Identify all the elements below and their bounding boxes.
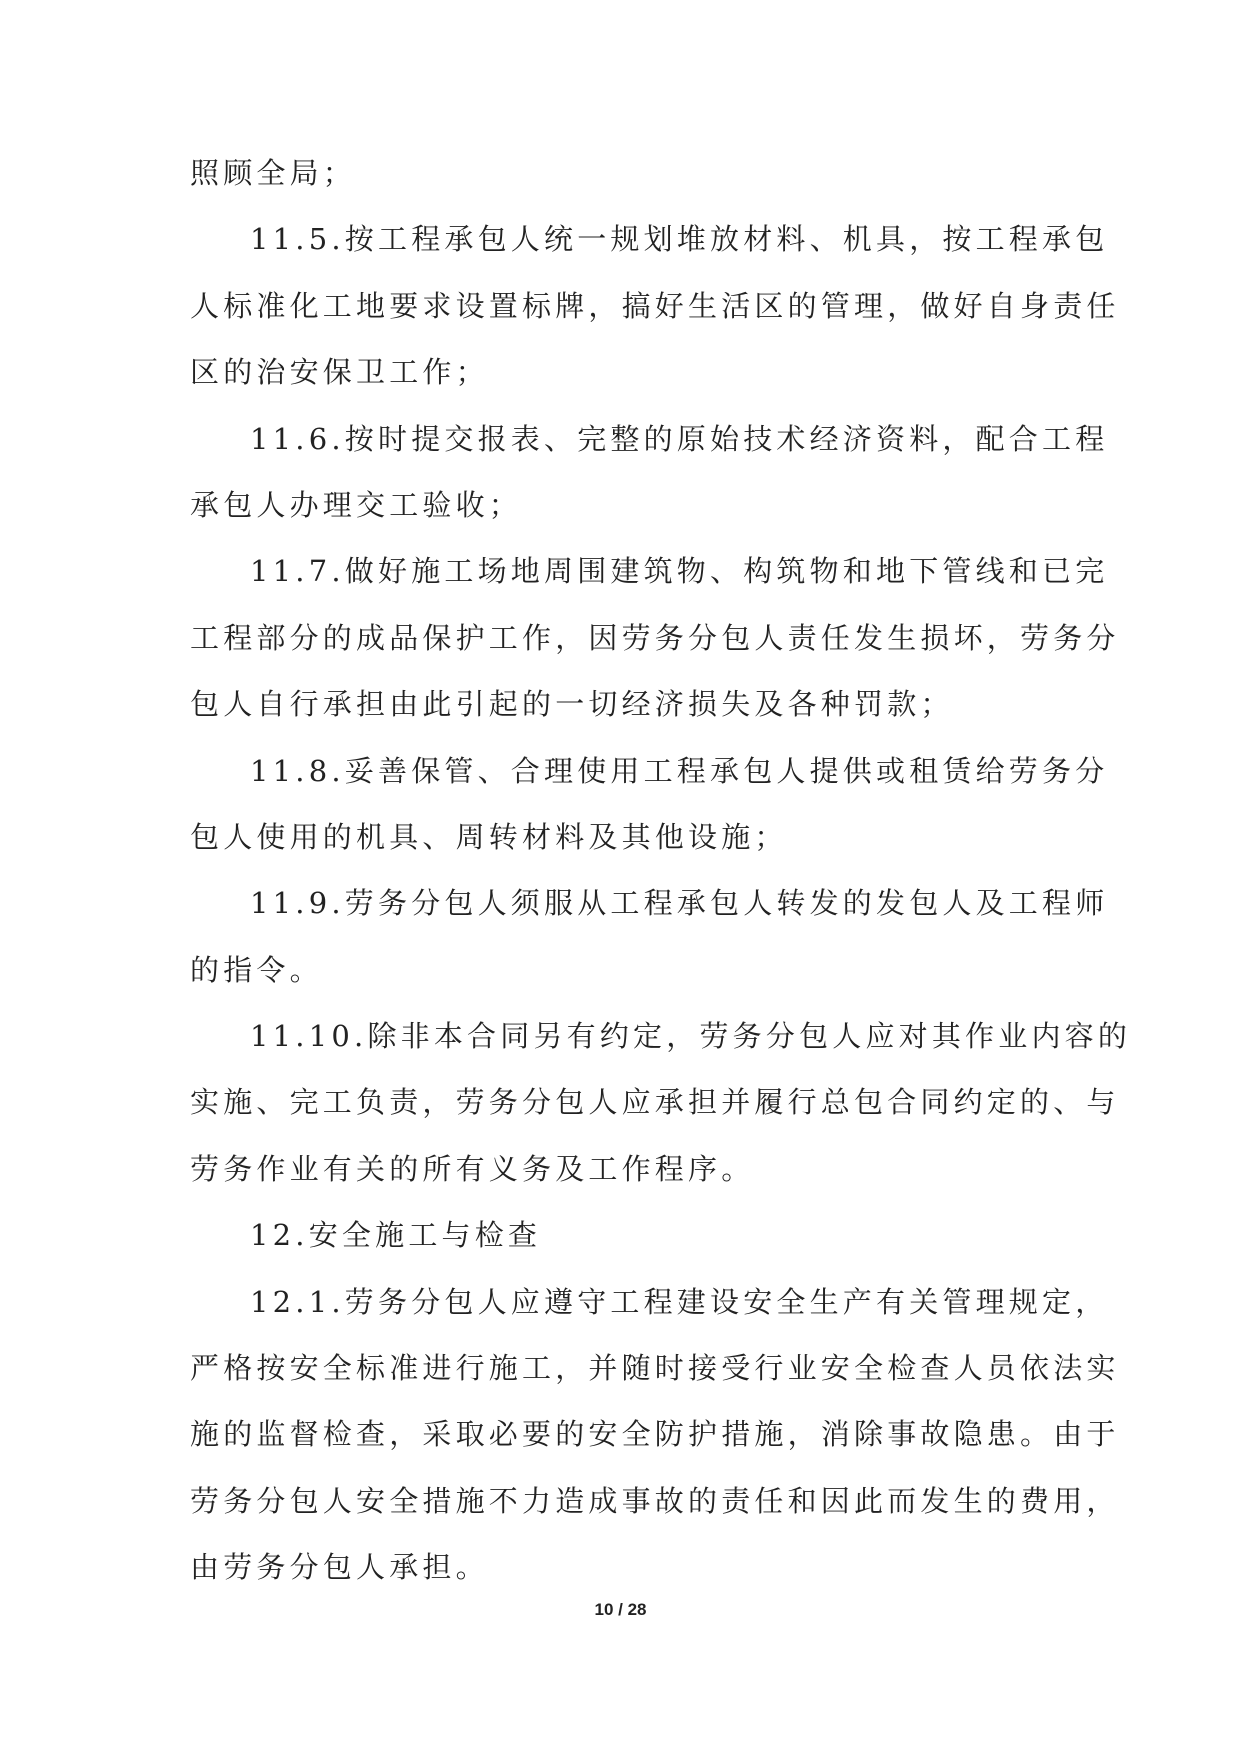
text-line: 严格按安全标准进行施工，并随时接受行业安全检查人员依法实 [190,1351,1120,1386]
text-line: 实施、完工负责，劳务分包人应承担并履行总包合同约定的、与 [190,1085,1120,1120]
section-12-heading: 12.安全施工与检查 [250,1218,542,1253]
text-line: 劳务分包人安全措施不力造成事故的责任和因此而发生的费用， [190,1483,1120,1518]
clause-11-6-line: 11.6.按时提交报表、完整的原始技术经济资料，配合工程 [250,421,1109,456]
text-line: 施的监督检查，采取必要的安全防护措施，消除事故隐患。由于 [190,1417,1120,1452]
text-line: 劳务作业有关的所有义务及工作程序。 [190,1151,755,1186]
clause-11-7-line: 11.7.做好施工场地周围建筑物、构筑物和地下管线和已完 [250,554,1109,589]
text-line: 区的治安保卫工作； [190,355,489,390]
text-line: 的指令。 [190,952,323,987]
text-line: 人标准化工地要求设置标牌，搞好生活区的管理，做好自身责任 [190,288,1120,323]
document-body [190,155,1132,1616]
clause-11-8-line: 11.8.妥善保管、合理使用工程承包人提供或租赁给劳务分 [250,753,1109,788]
text-line: 照顾全局； [190,156,357,190]
text-line: 包人自行承担由此引起的一切经济损失及各种罚款； [190,687,954,722]
clause-11-5-line: 11.5.按工程承包人统一规划堆放材料、机具，按工程承包 [250,222,1109,257]
text-line: 承包人办理交工验收； [190,487,523,522]
clause-11-10-line: 11.10.除非本合同另有约定，劳务分包人应对其作业内容的 [250,1019,1132,1054]
clause-12-1-line: 12.1.劳务分包人应遵守工程建设安全生产有关管理规定， [250,1284,1109,1319]
page-number: 10 / 28 [594,1600,647,1619]
text-line: 包人使用的机具、周转材料及其他设施； [190,819,788,854]
text-line: 工程部分的成品保护工作，因劳务分包人责任发生损坏，劳务分 [190,620,1120,655]
text-line: 由劳务分包人承担。 [190,1550,489,1585]
clause-11-9-line: 11.9.劳务分包人须服从工程承包人转发的发包人及工程师 [250,886,1109,921]
